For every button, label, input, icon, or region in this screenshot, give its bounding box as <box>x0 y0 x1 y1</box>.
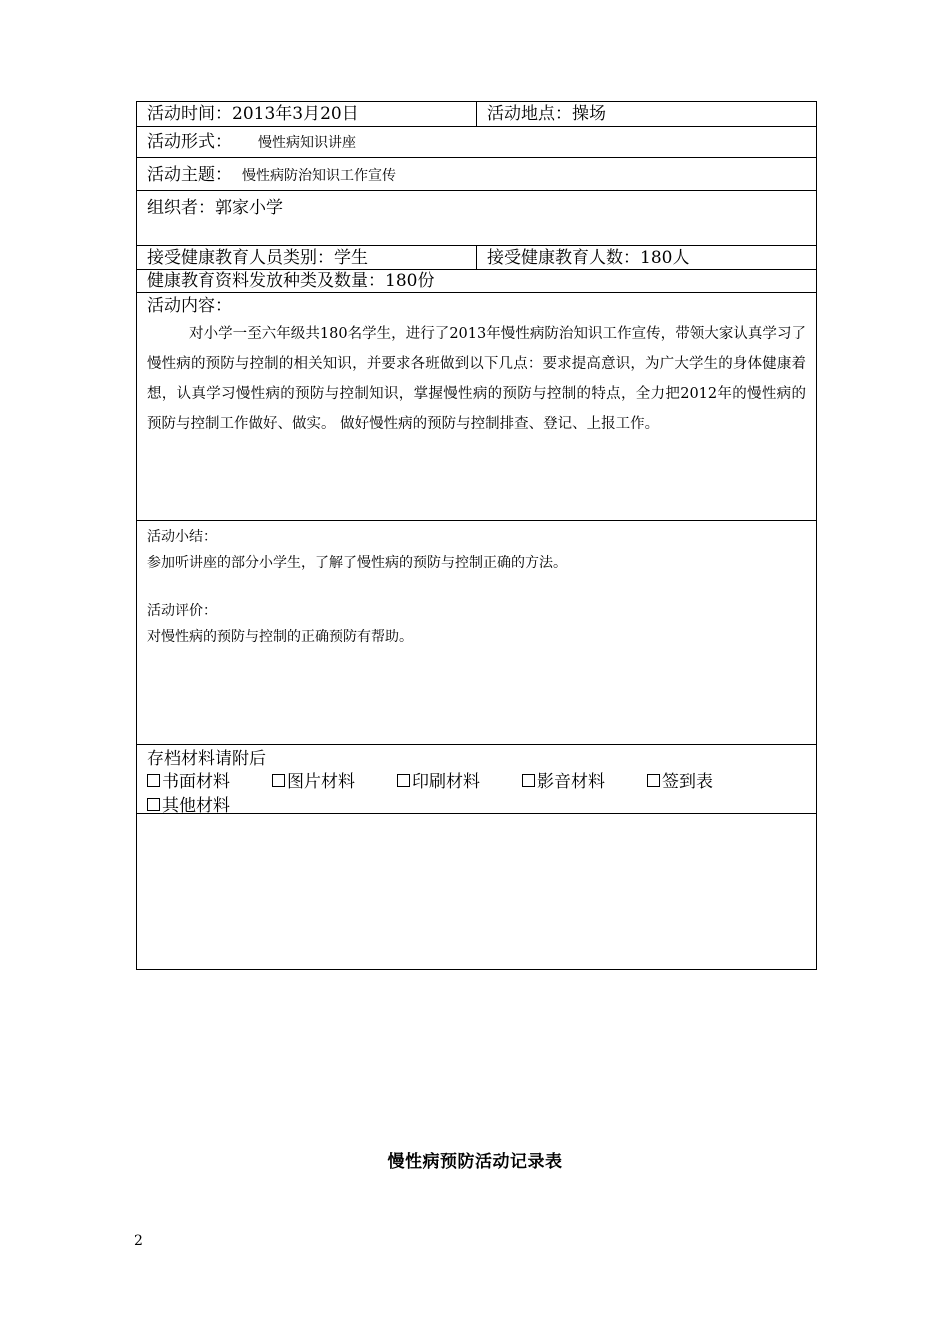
archive-option-signin[interactable]: 签到表 <box>647 770 713 794</box>
archive-options <box>147 770 806 794</box>
activity-time: 活动时间：2013年3月20日 <box>137 102 477 126</box>
format-value: 慢性病知识讲座 <box>258 135 356 151</box>
organizer: 组织者：郭家小学 <box>147 198 283 218</box>
row-time-location <box>137 102 816 127</box>
archive-option-media[interactable]: 影音材料 <box>522 770 605 794</box>
row-audience <box>137 246 816 270</box>
page-number: 2 <box>134 1233 143 1249</box>
archive-option-printed[interactable]: 印刷材料 <box>397 770 480 794</box>
row-organizer <box>137 191 816 246</box>
materials-count: 健康教育资料发放种类及数量：180份 <box>147 271 435 291</box>
row-content <box>137 293 816 521</box>
content-text: 对小学一至六年级共180名学生，进行了2013年慢性病防治知识工作宣传，带领大家认真学习了慢性病的预防与控制的相关知识，并要求各班做到以下几点：要求提高意识，为广大学生的身体健康着想，认真学习慢性病的预防与控制知识，掌握慢性病的预防与控制的特点，全力把2012年的慢性病的预防与控制工作做好、做实。 做好慢性病的预防与控制排查、登记、上报工作。 <box>147 326 806 432</box>
row-format <box>137 127 816 158</box>
document-title: 慢性病预防活动记录表 <box>387 1152 563 1172</box>
theme-value: 慢性病防治知识工作宣传 <box>242 168 396 184</box>
archive-label: 存档材料请附后 <box>147 749 266 769</box>
row-materials <box>137 270 816 293</box>
row-summary-evaluation <box>137 521 816 745</box>
checkbox-icon[interactable] <box>272 774 285 787</box>
archive-option-written[interactable]: 书面材料 <box>147 770 230 794</box>
checkbox-icon[interactable] <box>397 774 410 787</box>
checkbox-icon[interactable] <box>147 774 160 787</box>
evaluation-label: 活动评价： <box>147 603 217 619</box>
checkbox-icon[interactable] <box>522 774 535 787</box>
row-attachment-area <box>137 814 816 969</box>
summary-text: 参加听讲座的部分小学生，了解了慢性病的预防与控制正确的方法。 <box>147 555 567 571</box>
activity-record-form <box>136 101 817 970</box>
content-label: 活动内容： <box>147 296 232 316</box>
checkbox-icon[interactable] <box>147 798 160 811</box>
checkbox-icon[interactable] <box>647 774 660 787</box>
archive-option-other[interactable]: 其他材料 <box>147 794 230 818</box>
audience-count: 接受健康教育人数：180人 <box>487 248 690 268</box>
archive-option-photos[interactable]: 图片材料 <box>272 770 355 794</box>
format-label: 活动形式： <box>147 132 232 152</box>
row-archive <box>137 745 816 814</box>
row-theme <box>137 158 816 191</box>
audience-type: 接受健康教育人员类别：学生 <box>137 246 477 269</box>
summary-label: 活动小结： <box>147 529 217 545</box>
evaluation-text: 对慢性病的预防与控制的正确预防有帮助。 <box>147 629 413 645</box>
activity-location: 活动地点：操场 <box>487 104 606 124</box>
theme-label: 活动主题： <box>147 165 232 185</box>
